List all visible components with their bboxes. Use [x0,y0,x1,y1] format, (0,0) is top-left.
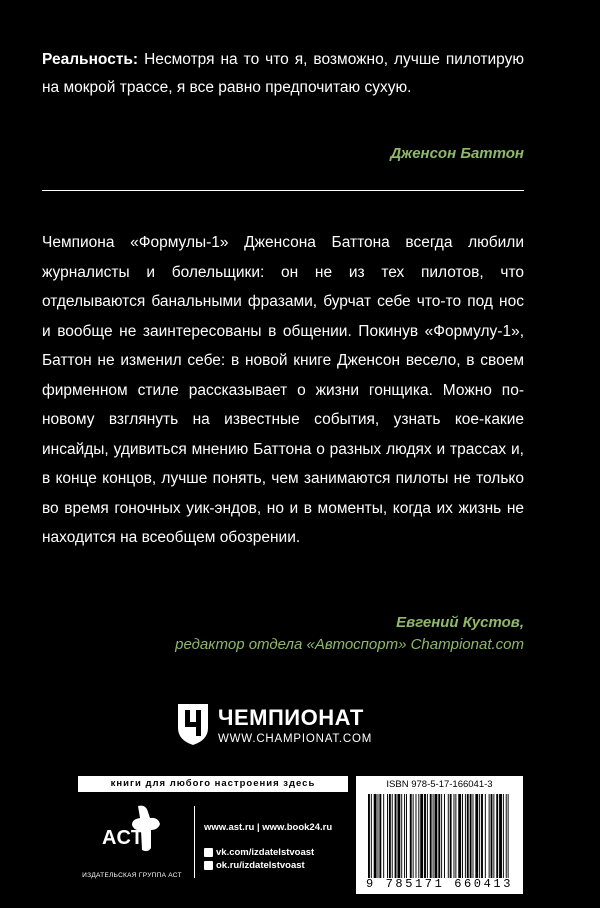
quote [42,46,524,102]
ok-link[interactable] [204,859,314,872]
barcode-bar [410,794,412,878]
barcode-bar [481,794,483,878]
barcode-bar [392,794,393,878]
vk-icon [204,848,213,857]
barcode [356,776,523,894]
barcode-bar [387,794,388,878]
barcode-bar [433,794,434,878]
barcode-bar [378,794,379,878]
championat-logo [176,702,386,750]
barcode-bar [448,794,449,878]
divider [42,190,524,191]
barcode-bar [503,794,504,878]
publisher-panel [78,776,348,896]
barcode-bar [379,794,381,878]
barcode-bar [465,794,466,878]
barcode-bar [475,794,478,878]
barcode-bar [462,794,463,878]
barcode-bar [491,794,493,878]
barcode-bar [485,794,486,878]
quote-text: Несмотря на то что я, возможно, лучше пилотирую на мокрой трассе, я все равно предпочитаю сухую. [42,51,524,96]
barcode-bar [467,794,469,878]
barcode-bar [441,794,442,878]
quote-author: Дженсон Баттон [390,145,524,162]
barcode-bar [413,794,414,878]
reviewer [175,612,524,656]
barcode-bar [479,794,480,878]
barcode-bar [435,794,438,878]
barcode-bar [508,794,509,878]
barcode-bar [496,794,498,878]
barcode-bar [397,794,400,878]
barcode-bar [404,794,405,878]
barcode-bar [489,794,490,878]
barcode-bar [450,794,452,878]
reviewer-name: Евгений Кустов, [396,614,524,631]
barcode-bars-icon [366,794,513,878]
barcode-bar [383,794,384,878]
book-description: Чемпиона «Формулы-1» Дженсона Баттона всегда любили журналисты и болельщики: он не из тех пилотов, что отделываются банальными фразами, бурчат себе что-то под нос и вообще не заинтересованы в общении. Покинув «Формулу-1», Баттон не изменил себе: в новой книге Дженсон весело, в своем фирменном стиле рассказывает о жизни гонщика. Можно по-новому взглянуть на известные события, узнать кое-какие инсайды, удивиться мнению Баттона о разных людях и трассах и, в конце концов, лучше понять, чем занимаются пилоты не только во время гоночных уик-эндов, но и в моменты, когда их жизнь не находится на всеобщем обозрении. [42,234,524,546]
barcode-bar [420,794,423,878]
ok-icon [204,861,213,870]
barcode-bar [418,794,419,878]
barcode-bar [506,794,507,878]
barcode-digits: 9 785171 660413 [365,877,514,891]
barcode-bar [416,794,417,878]
barcode-bar [438,794,440,878]
publisher-slogan: книги для любого настроения здесь [78,776,348,792]
brand-url: WWW.CHAMPIONAT.COM [218,733,373,745]
barcode-bar [427,794,428,878]
barcode-bar [401,794,402,878]
svg-text:ACT: ACT [102,827,144,849]
barcode-bar [493,794,494,878]
barcode-bar [389,794,391,878]
vk-text: vk.com/izdatelstvoast [216,847,315,858]
barcode-bar [499,794,502,878]
separator [194,806,195,878]
barcode-bar [406,794,407,878]
vk-link[interactable] [204,846,314,859]
shield-icon [176,702,210,746]
barcode-bar [470,794,472,878]
ast-logo-icon [98,804,162,854]
barcode-bar [458,794,461,878]
social-links [204,846,314,872]
quote-label: Реальность: [42,51,139,68]
isbn-label: ISBN 978-5-17-166041-3 [386,779,493,790]
barcode-bar [454,794,455,878]
ok-text: ok.ru/izdatelstvoast [216,860,305,871]
reviewer-role: редактор отдела «Автоспорт» Championat.com [175,636,524,653]
publisher-group: ИЗДАТЕЛЬСКАЯ ГРУППА АСТ [82,872,182,879]
barcode-bar [455,794,456,878]
barcode-bar [473,794,474,878]
barcode-bar [368,794,370,878]
brand-name: ЧЕМПИОНАТ [218,705,364,730]
publisher-websites: www.ast.ru | www.book24.ru [204,822,333,833]
barcode-bar [371,794,372,878]
barcode-bar [430,794,432,878]
barcode-bar [395,794,397,878]
barcode-bar [424,794,426,878]
barcode-bar [444,794,445,878]
barcode-bar [374,794,377,878]
